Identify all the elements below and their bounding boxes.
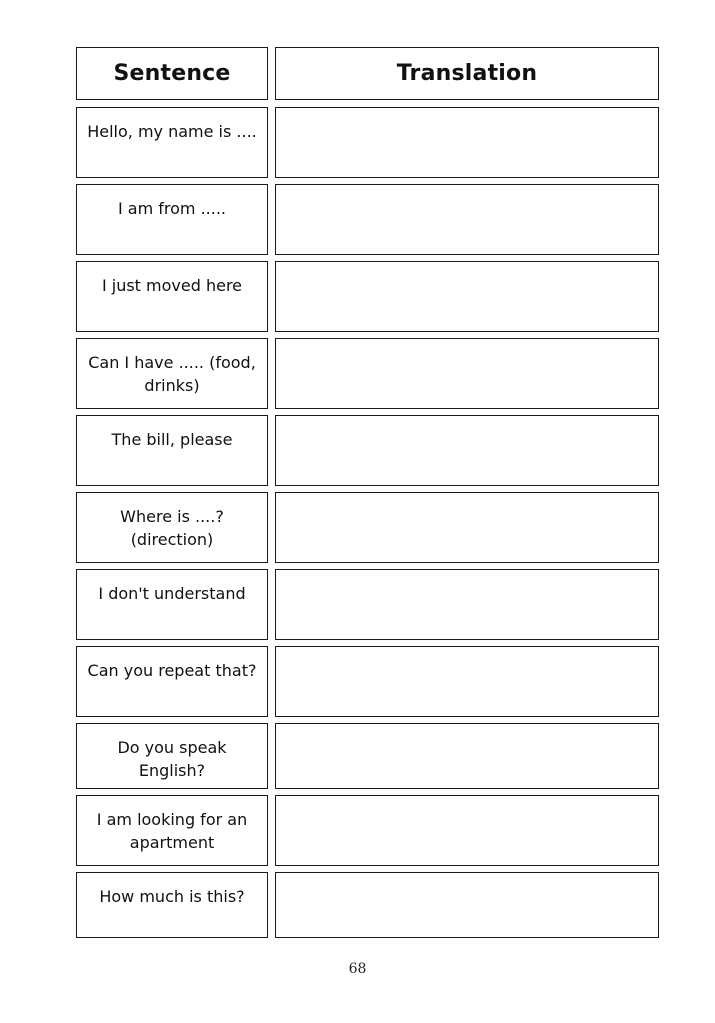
sentence-text: The bill, please (111, 430, 233, 449)
translation-cell[interactable] (275, 338, 659, 409)
translation-cell[interactable] (275, 184, 659, 255)
sentence-cell (76, 261, 268, 332)
sentence-text: Can you repeat that? (87, 661, 257, 680)
sentence-cell (76, 415, 268, 486)
sentence-text: Do you speak English? (117, 738, 227, 780)
translation-cell[interactable] (275, 107, 659, 178)
sentence-text: How much is this? (99, 887, 245, 906)
sentence-cell (76, 872, 268, 938)
sentence-text: Hello, my name is .... (87, 122, 257, 141)
sentence-text: Can I have ..... (food, drinks) (88, 353, 256, 395)
translation-cell[interactable] (275, 261, 659, 332)
translation-cell[interactable] (275, 795, 659, 866)
translation-cell[interactable] (275, 569, 659, 640)
sentence-text: I don't understand (98, 584, 246, 603)
translation-cell[interactable] (275, 415, 659, 486)
translation-cell[interactable] (275, 723, 659, 789)
header-translation: Translation (275, 47, 659, 100)
sentence-cell (76, 723, 268, 789)
translation-cell[interactable] (275, 646, 659, 717)
sentence-cell (76, 795, 268, 866)
page-number: 68 (348, 961, 367, 977)
sentence-text: I am looking for an apartment (96, 810, 248, 852)
sentence-cell (76, 107, 268, 178)
sentence-text: I am from ..... (117, 199, 227, 218)
sentence-cell (76, 184, 268, 255)
sentence-text: Where is ....? (direction) (120, 507, 224, 549)
sentence-cell (76, 492, 268, 563)
sentence-cell (76, 646, 268, 717)
header-sentence: Sentence (76, 47, 268, 100)
sentence-cell (76, 338, 268, 409)
translation-cell[interactable] (275, 492, 659, 563)
sentence-cell (76, 569, 268, 640)
sentence-text: I just moved here (101, 276, 243, 295)
translation-cell[interactable] (275, 872, 659, 938)
